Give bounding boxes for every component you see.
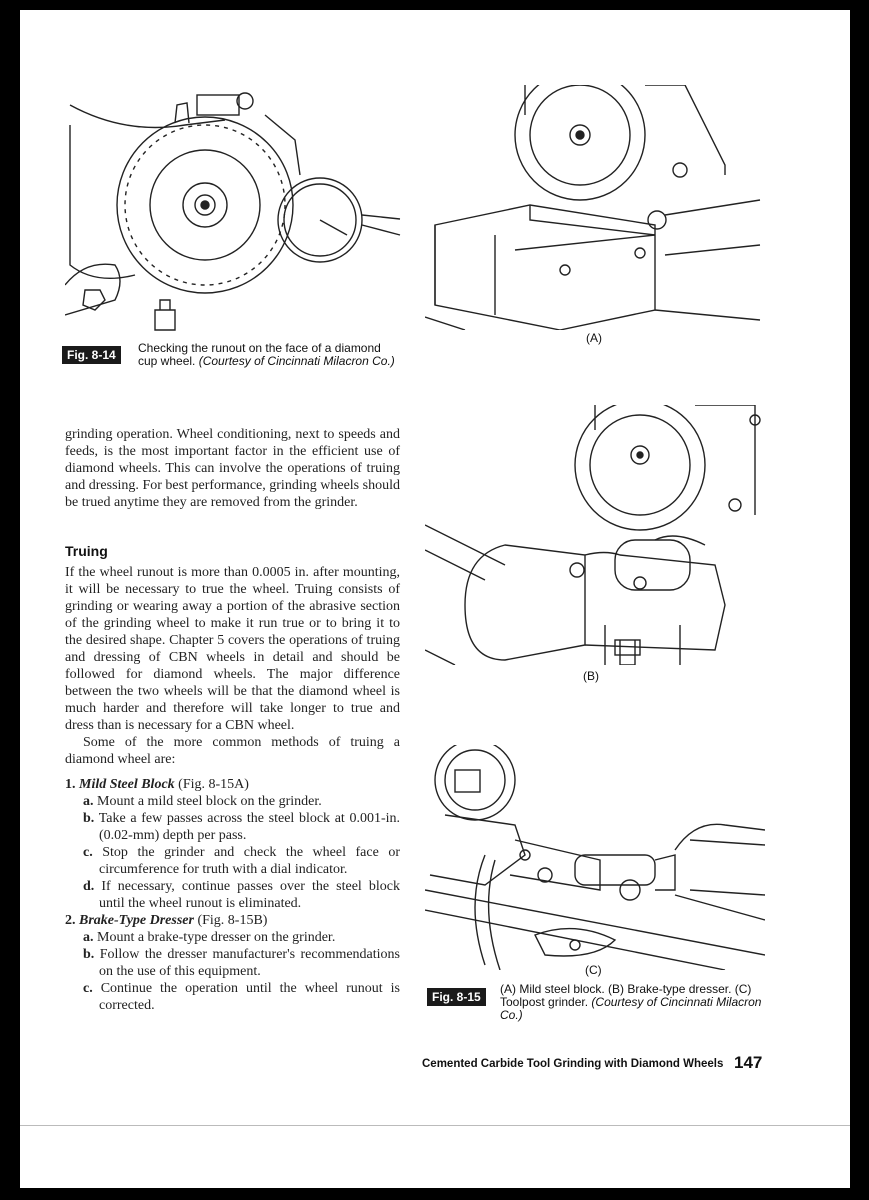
method-1-step-c bbox=[65, 844, 400, 878]
figure-8-14-caption-main: Checking the runout on the face of a diamond cup wheel. bbox=[138, 341, 381, 368]
method-2-number: 2. bbox=[65, 913, 76, 928]
truing-paragraph-1: If the wheel runout is more than 0.0005 in. after mounting, it will be necessary to true the wheel. Truing consists of grinding or wearing away a portion of the abrasive section of the grinding wheel to make it run true or to bring it to the desired shape. Chapter 5 covers the operations of truing and dressing of CBN wheels in detail and should be followed for diamond wheels. The major difference between the two wheels will be that the diamond wheel is much harder and therefore will take longer to true and dress than is necessary for a CBN wheel. bbox=[65, 565, 400, 733]
figure-8-15-tag: Fig. 8-15 bbox=[427, 988, 486, 1006]
figure-8-14-tag: Fig. 8-14 bbox=[62, 346, 121, 364]
figure-8-15-caption-credit: (Courtesy of Cincinnati Milacron Co.) bbox=[500, 995, 762, 1022]
step-text: Continue the operation until the wheel runout is corrected. bbox=[99, 981, 400, 1013]
method-2-ref: (Fig. 8-15B) bbox=[197, 913, 268, 928]
method-1-ref: (Fig. 8-15A) bbox=[178, 777, 249, 792]
step-text: Mount a brake-type dresser on the grinder. bbox=[97, 930, 336, 945]
document-page bbox=[20, 10, 850, 1188]
method-2-title: Brake-Type Dresser bbox=[79, 913, 194, 928]
figure-8-15-label-b: (B) bbox=[583, 669, 599, 683]
figure-8-14-caption bbox=[138, 342, 403, 368]
step-label: a. bbox=[83, 794, 94, 809]
figure-8-15-caption bbox=[500, 983, 765, 1022]
step-text: Mount a mild steel block on the grinder. bbox=[97, 794, 322, 809]
method-2-step-a bbox=[65, 929, 400, 946]
method-1-number: 1. bbox=[65, 777, 76, 792]
step-text: Follow the dresser manufacturer's recommendations on the use of this equipment. bbox=[99, 947, 401, 979]
method-1-step-a bbox=[65, 793, 400, 810]
method-item-1 bbox=[65, 776, 400, 793]
step-label: c. bbox=[83, 981, 93, 996]
figure-8-14-caption-credit: (Courtesy of Cincinnati Milacron Co.) bbox=[198, 354, 395, 368]
method-item-2 bbox=[65, 912, 400, 929]
step-text: Stop the grinder and check the wheel face or circumference for truth with a dial indicator. bbox=[99, 845, 401, 877]
figure-8-15-caption-main: (A) Mild steel block. (B) Brake-type dresser. (C) Toolpost grinder. bbox=[500, 982, 752, 1009]
method-2-step-b bbox=[65, 946, 400, 980]
figure-8-15-label-a: (A) bbox=[586, 331, 602, 345]
step-text: Take a few passes across the steel block at 0.001-in. (0.02-mm) depth per pass. bbox=[98, 811, 401, 843]
truing-section bbox=[65, 564, 400, 1014]
running-footer-title: Cemented Carbide Tool Grinding with Diamond Wheels bbox=[422, 1058, 724, 1070]
intro-paragraph: grinding operation. Wheel conditioning, next to speeds and feeds, is the most important factor in the efficient use of diamond wheels. This can involve the operations of truing and dressing. For best performance, grinding wheels should be trued anytime they are removed from the grinder. bbox=[65, 427, 400, 510]
figure-8-15c-illustration bbox=[425, 745, 765, 970]
truing-paragraph-2: Some of the more common methods of truing a diamond wheel are: bbox=[65, 735, 400, 767]
page-divider bbox=[20, 1125, 850, 1126]
step-label: c. bbox=[83, 845, 93, 860]
step-label: a. bbox=[83, 930, 94, 945]
figure-8-15a-illustration bbox=[425, 85, 765, 330]
figure-8-15b-illustration bbox=[425, 405, 765, 665]
method-1-step-b bbox=[65, 810, 400, 844]
page-number: 147 bbox=[734, 1053, 763, 1072]
step-label: b. bbox=[83, 947, 95, 962]
method-2-step-c bbox=[65, 980, 400, 1014]
step-text: If necessary, continue passes over the steel block until the wheel runout is eliminated. bbox=[99, 879, 401, 911]
step-label: b. bbox=[83, 811, 95, 826]
method-1-step-d bbox=[65, 878, 400, 912]
figure-8-14-illustration bbox=[65, 85, 410, 340]
method-list bbox=[65, 776, 400, 1014]
truing-heading: Truing bbox=[65, 543, 108, 559]
step-label: d. bbox=[83, 879, 95, 894]
method-1-title: Mild Steel Block bbox=[79, 777, 175, 792]
figure-8-15-label-c: (C) bbox=[585, 963, 602, 977]
